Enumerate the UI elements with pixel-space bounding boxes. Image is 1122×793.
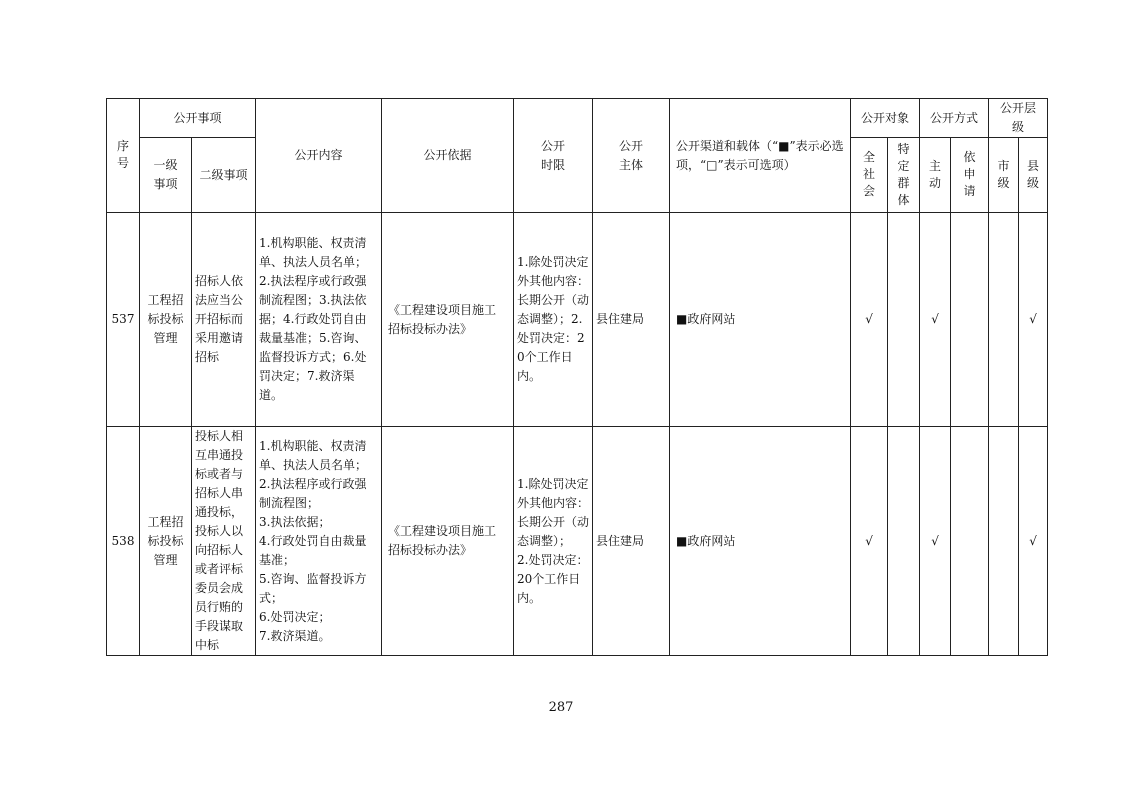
header-seq: 序号 bbox=[107, 99, 140, 213]
header-mode-apply: 依申请 bbox=[951, 138, 989, 213]
row-subject: 县住建局 bbox=[593, 213, 670, 427]
row-active: √ bbox=[920, 427, 951, 656]
row-seq: 538 bbox=[107, 427, 140, 656]
row-level1: 工程招标投标管理 bbox=[140, 427, 192, 656]
disclosure-table bbox=[106, 98, 1048, 656]
row-level2: 投标人相互串通投标或者与招标人串通投标，投标人以向招标人或者评标委员会成员行贿的手段谋取中标 bbox=[192, 427, 256, 656]
row-basis: 《工程建设项目施工招标投标办法》 bbox=[382, 427, 514, 656]
time-limit-line: 1.除处罚决定外其他内容：长期公开（动态调整）； bbox=[517, 476, 590, 548]
header-target-all: 全社会 bbox=[851, 138, 888, 213]
row-channel: ■政府网站 bbox=[670, 213, 851, 427]
header-subject: 公开主体 bbox=[593, 99, 670, 213]
header-time-limit: 公开时限 bbox=[514, 99, 593, 213]
row-all-society: √ bbox=[851, 213, 888, 427]
table-row bbox=[107, 213, 1048, 427]
table-row bbox=[107, 427, 1048, 656]
header-target-specific: 特定群体 bbox=[888, 138, 920, 213]
row-county: √ bbox=[1019, 213, 1048, 427]
header-level-county: 县级 bbox=[1019, 138, 1048, 213]
row-county: √ bbox=[1019, 427, 1048, 656]
header-content: 公开内容 bbox=[256, 99, 382, 213]
row-specific-group bbox=[888, 213, 920, 427]
content-line: 6.处罚决定； bbox=[259, 609, 331, 624]
row-level1: 工程招标投标管理 bbox=[140, 213, 192, 427]
header-row-1 bbox=[107, 99, 1048, 138]
content-line: 7.救济渠道。 bbox=[259, 628, 331, 643]
header-mode: 公开方式 bbox=[920, 99, 989, 138]
time-limit-line: 2.处罚决定：20个工作日内。 bbox=[517, 552, 589, 605]
row-channel: ■政府网站 bbox=[670, 427, 851, 656]
row-city bbox=[989, 427, 1019, 656]
row-city bbox=[989, 213, 1019, 427]
page-number: 287 bbox=[548, 700, 574, 715]
content-line: 2.执法程序或行政强制流程图； bbox=[259, 476, 367, 510]
row-active: √ bbox=[920, 213, 951, 427]
row-seq: 537 bbox=[107, 213, 140, 427]
content-line: 1.机构职能、权责清单、执法人员名单； bbox=[259, 438, 368, 472]
header-level-city: 市级 bbox=[989, 138, 1019, 213]
row-content: 1.机构职能、权责清单、执法人员名单；2.执法程序或行政强制流程图；3.执法依据；4.行政处罚自由裁量基准；5.咨询、监督投诉方式；6.处罚决定；7.救济渠道。 bbox=[256, 213, 382, 427]
row-content bbox=[256, 427, 382, 656]
content-line: 4.行政处罚自由裁量基准； bbox=[259, 533, 367, 567]
content-line: 5.咨询、监督投诉方式； bbox=[259, 571, 367, 605]
row-time-limit bbox=[514, 427, 593, 656]
row-subject: 县住建局 bbox=[593, 427, 670, 656]
row-basis: 《工程建设项目施工招标投标办法》 bbox=[382, 213, 514, 427]
header-basis: 公开依据 bbox=[382, 99, 514, 213]
row-on-apply bbox=[951, 427, 989, 656]
row-on-apply bbox=[951, 213, 989, 427]
row-level2: 招标人依法应当公开招标而采用邀请招标 bbox=[192, 213, 256, 427]
row-specific-group bbox=[888, 427, 920, 656]
header-channel: 公开渠道和载体（“■”表示必选项，“□”表示可选项） bbox=[670, 99, 851, 213]
header-mode-active: 主动 bbox=[920, 138, 951, 213]
header-items: 公开事项 bbox=[140, 99, 256, 138]
row-time-limit: 1.除处罚决定外其他内容：长期公开（动态调整）；2.处罚决定：20个工作日内。 bbox=[514, 213, 593, 427]
header-level: 公开层级 bbox=[989, 99, 1048, 138]
header-target: 公开对象 bbox=[851, 99, 920, 138]
content-line: 3.执法依据； bbox=[259, 514, 331, 529]
header-level1: 一级事项 bbox=[140, 138, 192, 213]
header-level2: 二级事项 bbox=[192, 138, 256, 213]
row-all-society: √ bbox=[851, 427, 888, 656]
